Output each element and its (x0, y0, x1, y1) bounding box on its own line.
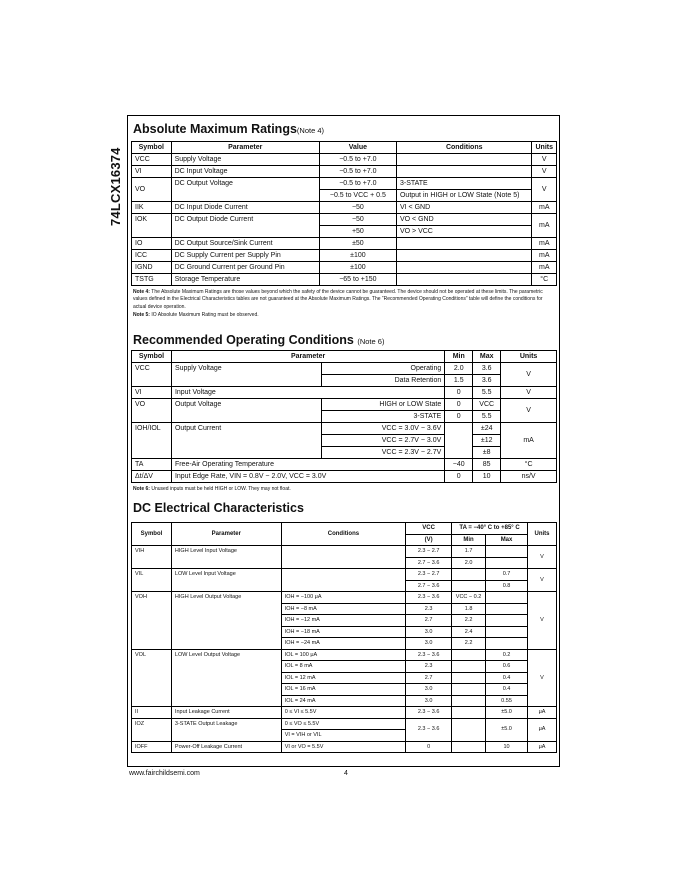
roc-table (131, 350, 557, 483)
table-row: IGND DC Ground Current per Ground Pin ±100 mA (132, 262, 557, 274)
table-row: VCC = 2.7V − 3.0V ±12 (132, 435, 557, 447)
abs-max-heading: Absolute Maximum Ratings(Note 4) (133, 122, 325, 136)
table-row: VCC Supply Voltage Operating 2.0 3.6 V (132, 363, 557, 375)
table-row: VIL LOW Level Input Voltage 2.3 − 2.7 0.7 V (132, 569, 557, 581)
table-row: −0.5 to VCC + 0.5 Output in HIGH or LOW State (Note 5) (132, 190, 557, 202)
table-row: IOFF Power-Off Leakage Current VI or VO = 5.5V 0 10 μA (132, 741, 557, 753)
footer-page-number: 4 (344, 770, 348, 777)
dc-table (131, 522, 557, 753)
table-row: IOK DC Output Diode Current −50 VO < GND mA (132, 214, 557, 226)
table-row: IOZ 3-STATE Output Leakage 0 ≤ VO ≤ 5.5V 2.3 − 3.6 ±5.0 μA (132, 718, 557, 730)
table-row: IOL = 16 mA 3.0 0.4 (132, 684, 557, 696)
table-row: VOL LOW Level Output Voltage IOL = 100 μA 2.3 − 3.6 0.2 V (132, 649, 557, 661)
table-row: IO DC Output Source/Sink Current ±50 mA (132, 238, 557, 250)
table-row: VI DC Input Voltage −0.5 to +7.0 V (132, 166, 557, 178)
table-row: ICC DC Supply Current per Supply Pin ±100 mA (132, 250, 557, 262)
table-header-row: Symbol Parameter Conditions VCC TA = −40° C to +85° C Units (132, 523, 557, 535)
table-row: VCC = 2.3V − 2.7V ±8 (132, 447, 557, 459)
table-row: TSTG Storage Temperature −65 to +150 °C (132, 274, 557, 286)
dc-heading: DC Electrical Characteristics (133, 501, 304, 515)
note-4: Note 4: The Absolute Maximum Ratings are those values beyond which the safety of the device cannot be guaranteed. The device should not be operated at these limits. The parametric values defined in the Electrical Characteristics tables are not guaranteed at the Absolute Maximum Ratings. The “Recommended Operating Conditions” table will define the conditions for actual device operation. (133, 289, 543, 310)
table-row: II Input Leakage Current 0 ≤ VI ≤ 5.5V 2.3 − 3.6 ±5.0 μA (132, 707, 557, 719)
roc-heading: Recommended Operating Conditions (Note 6) (133, 333, 385, 347)
table-row: VOH HIGH Level Output Voltage IOH = −100 μA 2.3 − 3.6 VCC − 0.2 V (132, 592, 557, 604)
note-5: Note 5: IO Absolute Maximum Rating must be observed. (133, 311, 259, 318)
table-row: VI Input Voltage 0 5.5 V (132, 387, 557, 399)
table-row: IOL = 24 mA 3.0 0.55 (132, 695, 557, 707)
table-row: Data Retention 1.5 3.6 (132, 375, 557, 387)
part-number-vertical: 74LCX16374 (108, 147, 123, 226)
table-row: 3-STATE 0 5.5 (132, 411, 557, 423)
table-row: 2.7 − 3.6 2.0 (132, 557, 557, 569)
abs-notes (133, 289, 557, 319)
table-header-row: (V) Min Max (132, 534, 557, 546)
note-6: Note 6: Unused inputs must be held HIGH or LOW. They may not float. (133, 486, 291, 492)
table-header-row: Symbol Parameter Min Max Units (132, 351, 557, 363)
table-row: VI = VIH or VIL (132, 730, 557, 742)
table-row: IOH/IOL Output Current VCC = 3.0V − 3.6V ±24 mA (132, 423, 557, 435)
table-row: IOH = −24 mA 3.0 2.2 (132, 638, 557, 650)
table-row: VO Output Voltage HIGH or LOW State 0 VCC V (132, 399, 557, 411)
table-row: IOH = −12 mA 2.7 2.2 (132, 615, 557, 627)
table-row: IOH = −8 mA 2.3 1.8 (132, 603, 557, 615)
table-row: Δt/ΔV Input Edge Rate, VIN = 0.8V − 2.0V, VCC = 3.0V 0 10 ns/V (132, 471, 557, 483)
table-row: 2.7 − 3.6 0.8 (132, 580, 557, 592)
abs-max-table (131, 141, 557, 286)
table-row: IOL = 8 mA 2.3 0.6 (132, 661, 557, 673)
table-row: IOH = −18 mA 3.0 2.4 (132, 626, 557, 638)
table-row: +50 VO > VCC (132, 226, 557, 238)
table-row: TA Free-Air Operating Temperature −40 85 °C (132, 459, 557, 471)
table-header-row: Symbol Parameter Value Conditions Units (132, 142, 557, 154)
table-row: VCC Supply Voltage −0.5 to +7.0 V (132, 154, 557, 166)
table-row: VIH HIGH Level Input Voltage 2.3 − 2.7 1.7 V (132, 546, 557, 558)
table-row: IOL = 12 mA 2.7 0.4 (132, 672, 557, 684)
table-row: VO DC Output Voltage −0.5 to +7.0 3-STATE V (132, 178, 557, 190)
footer-website: www.fairchildsemi.com (129, 770, 200, 777)
table-row: IIK DC Input Diode Current −50 VI < GND mA (132, 202, 557, 214)
